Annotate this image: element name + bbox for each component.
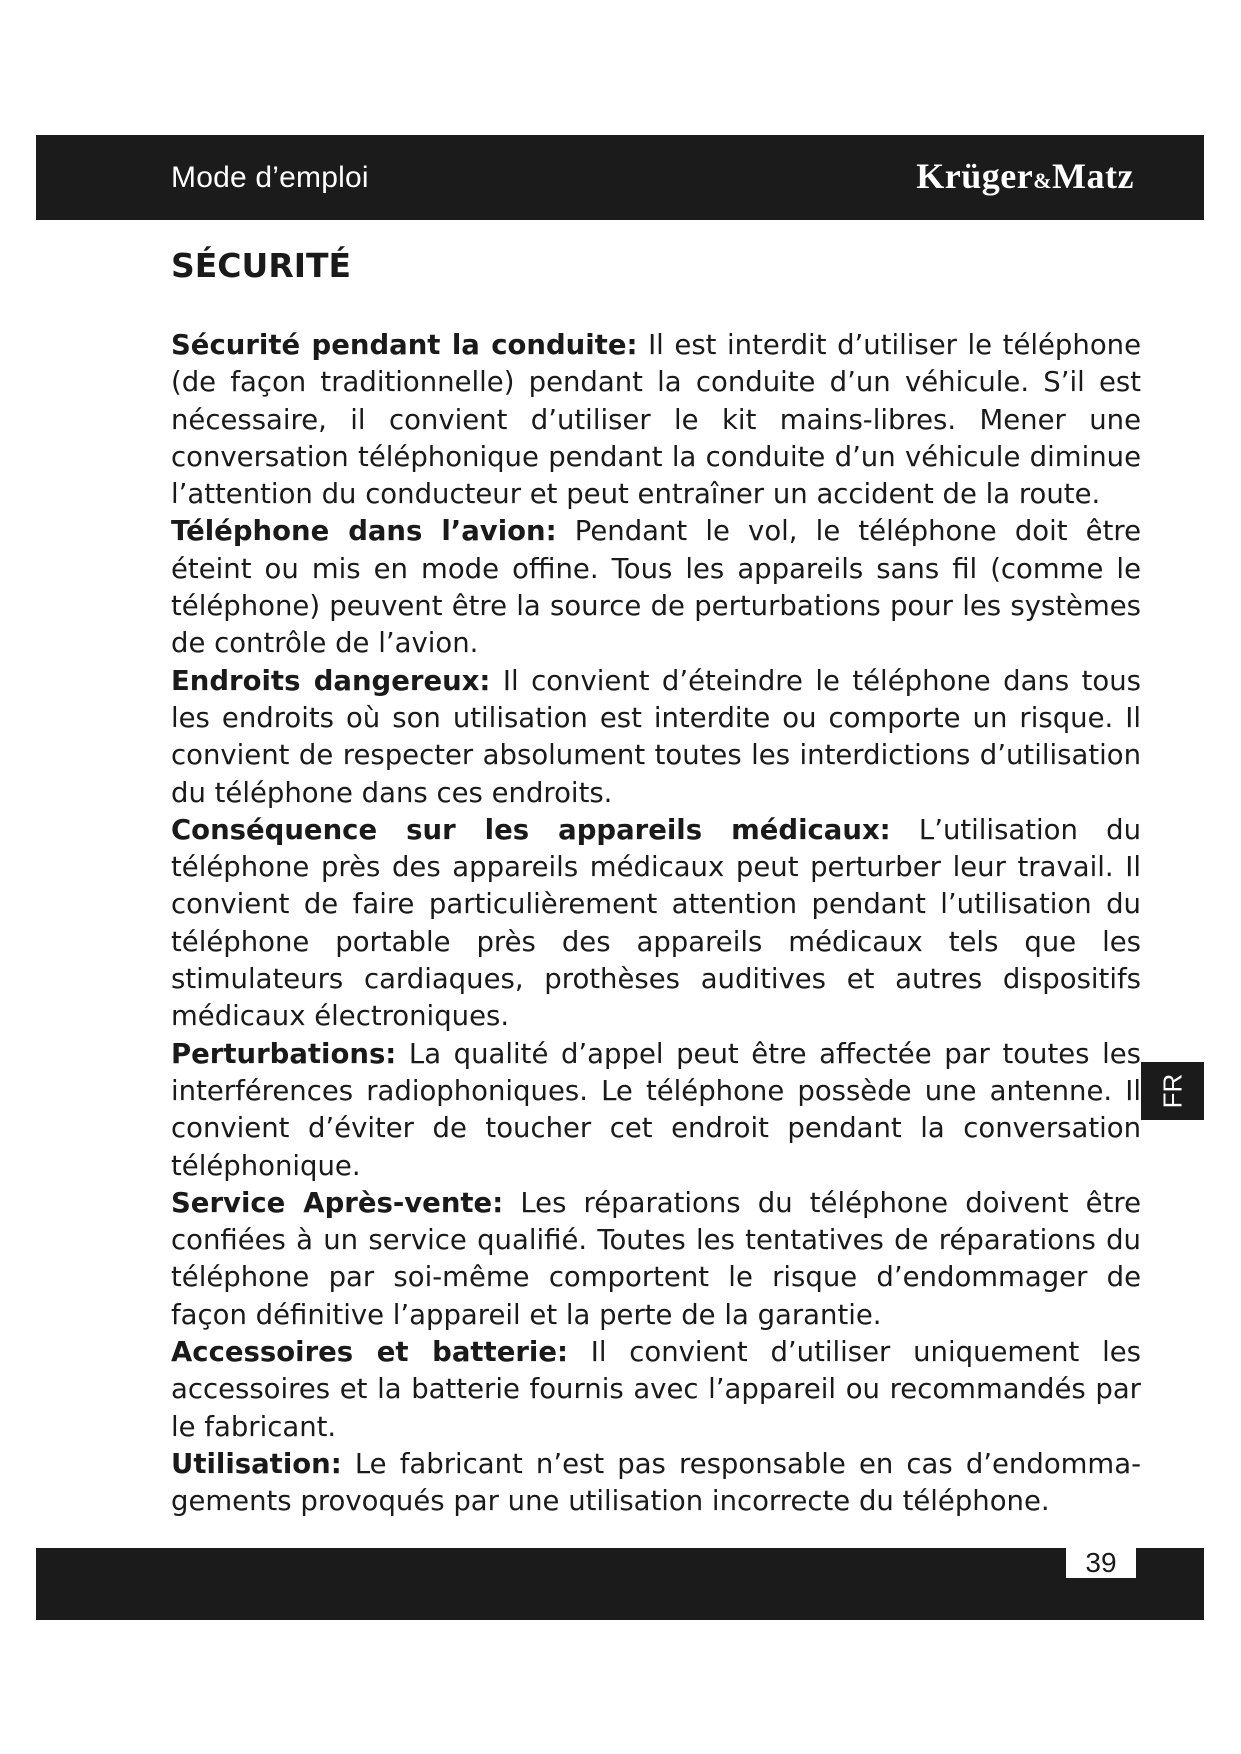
brand-name-right: Matz [1052,156,1134,196]
paragraph-term: Sécurité pendant la conduite: [171,329,638,361]
paragraph-dangerous-places [171,663,1141,812]
paragraph-text: La qualité d’appel peut être affectée par toutes les interférences radiophoniques. Le téléphone possède une antenne. Il convient d’éviter de toucher cet endroit pendant la conversation téléphonique. [171,1037,1141,1182]
paragraph-text: Il convient d’utiliser uniquement les accessoires et la batterie fournis avec l’appareil ou recommandés par le fabricant. [171,1336,1141,1443]
header-bar [36,135,1204,220]
section-title: SÉCURITÉ [171,246,352,285]
paragraph-term: Utilisation: [171,1447,342,1480]
paragraph-term: Accessoires et batterie: [171,1336,568,1369]
page-number: 39 [1066,1548,1136,1578]
paragraph-usage [171,1446,1141,1521]
paragraph-text: Il convient d’éteindre le téléphone dans tous les endroits où son utilisation est interdite ou comporte un risque. Il convient de respecter absolument toutes les interdictions d’utilisation du téléphone dans ces endroits. [171,664,1142,809]
safety-content [171,327,1141,1521]
paragraph-text: Les réparations du téléphone doivent être confiées à un service qualifié. Toutes les tentatives de réparations du téléphone par soi-même comportent le risque d’endommager de façon définitive l’appareil et la perte de la garantie. [171,1186,1141,1331]
paragraph-after-sales [171,1185,1141,1334]
paragraph-term: Perturbations: [171,1037,397,1070]
paragraph-driving-safety [171,327,1141,513]
brand-ampersand: & [1033,168,1053,193]
paragraph-accessories [171,1334,1141,1446]
paragraph-text: Il est interdit d’utiliser le téléphone (de façon traditionnelle) pendant la conduite d’un véhicule. S’il est nécessaire, il convient d’utiliser le kit mains-libres. Mener une conversation téléphonique pendant la conduite d’un véhicule diminue l’attention du conducteur et peut entraîner un accident de la route. [171,329,1141,511]
paragraph-term: Téléphone dans l’avion: [171,515,557,548]
brand-logo [916,155,1134,197]
manual-title: Mode d’emploi [171,161,369,194]
language-label: FR [1157,1073,1187,1109]
paragraph-medical-devices [171,812,1141,1036]
paragraph-term: Conséquence sur les appareils médicaux: [171,813,891,846]
paragraph-interference [171,1036,1141,1185]
paragraph-text: Le fabricant n’est pas responsable en cas d’endomma-gements provoqués par une utilisation incorrecte du téléphone. [171,1447,1141,1518]
paragraph-term: Endroits dangereux: [171,664,491,697]
language-tab [1141,1062,1204,1120]
footer-bar [36,1548,1204,1620]
brand-name-left: Krüger [916,156,1034,196]
paragraph-airplane [171,513,1141,662]
paragraph-term: Service Après-vente: [171,1186,504,1219]
paragraph-text: Pendant le vol, le téléphone doit être éteint ou mis en mode offine. Tous les appareils sans fil (comme le téléphone) peuvent être la source de perturbations pour les systèmes de contrôle de l’avion. [171,515,1141,660]
paragraph-text: L’utilisation du téléphone près des appareils médicaux peut perturber leur travail. Il convient de faire particulièrement attention pendant l’utilisation du téléphone portable près des appareils médicaux tels que les stimulateurs cardiaques, prothèses auditives et autres dispositifs médicaux électroniques. [171,813,1142,1033]
